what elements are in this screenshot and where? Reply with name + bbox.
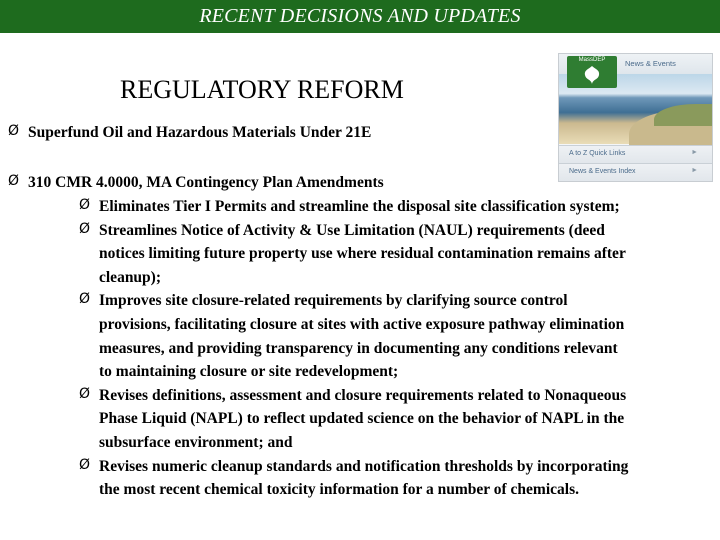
thumbnail-header-label: News & Events: [625, 59, 676, 68]
massdep-logo: [567, 56, 617, 88]
bullet-arrow-icon: Ø: [8, 123, 20, 139]
sub-bullet-line: Revises definitions, assessment and closure requirements related to Nonaqueous: [99, 386, 627, 404]
sub-bullet-arrow-icon: Ø: [79, 456, 91, 473]
sub-bullet-line: notices limiting future property use where residual contamination remains after: [99, 245, 626, 263]
sub-bullet-arrow-icon: Ø: [79, 220, 91, 237]
slide-title: REGULATORY REFORM: [120, 75, 404, 104]
thumbnail-link-news-index: [559, 163, 712, 182]
massdep-logo-text: MassDEP: [578, 57, 606, 63]
sub-bullet-line: Improves site closure-related requirements by clarifying source control: [99, 292, 568, 310]
arrow-right-icon: ►: [691, 149, 698, 156]
sub-bullet-line: to maintaining closure or site redevelopment;: [99, 363, 399, 381]
bullet-item: 310 CMR 4.0000, MA Contingency Plan Amendments: [28, 174, 384, 191]
leaf-icon: [582, 65, 602, 85]
grass-shape: [654, 104, 713, 126]
thumbnail-link-label: News & Events Index: [569, 168, 636, 175]
banner-title: RECENT DECISIONS AND UPDATES: [199, 5, 521, 27]
bullet-item: Superfund Oil and Hazardous Materials Under 21E: [28, 124, 372, 141]
sub-bullet-arrow-icon: Ø: [79, 385, 91, 402]
sub-bullet-line: Streamlines Notice of Activity & Use Limitation (NAUL) requirements (deed: [99, 221, 605, 239]
massdep-page-thumbnail: [558, 53, 713, 182]
sub-bullet-line: subsurface environment; and: [99, 434, 293, 451]
sub-bullet-line: Phase Liquid (NAPL) to reflect updated science on the behavior of NAPL in the: [99, 410, 625, 428]
sub-bullet-line: Eliminates Tier I Permits and streamline the disposal site classification system;: [99, 198, 620, 215]
sub-bullet-arrow-icon: Ø: [79, 197, 91, 213]
arrow-right-icon: ►: [691, 167, 698, 174]
sub-bullet-line: measures, and providing transparency in documenting any conditions relevant: [99, 339, 618, 357]
bullet-arrow-icon: Ø: [8, 173, 20, 189]
sub-bullet-line: the most recent chemical toxicity information for a number of chemicals.: [99, 481, 579, 499]
sub-bullet-line: Revises numeric cleanup standards and notification thresholds by incorporating: [99, 457, 629, 475]
sub-bullet-line: cleanup);: [99, 268, 161, 286]
sub-bullet-line: provisions, facilitating closure at sites with active exposure pathway elimination: [99, 316, 625, 333]
title-banner: [0, 0, 720, 33]
sub-bullet-arrow-icon: Ø: [79, 291, 91, 308]
thumbnail-link-a-z: [559, 145, 712, 164]
thumbnail-link-label: A to Z Quick Links: [569, 150, 626, 157]
